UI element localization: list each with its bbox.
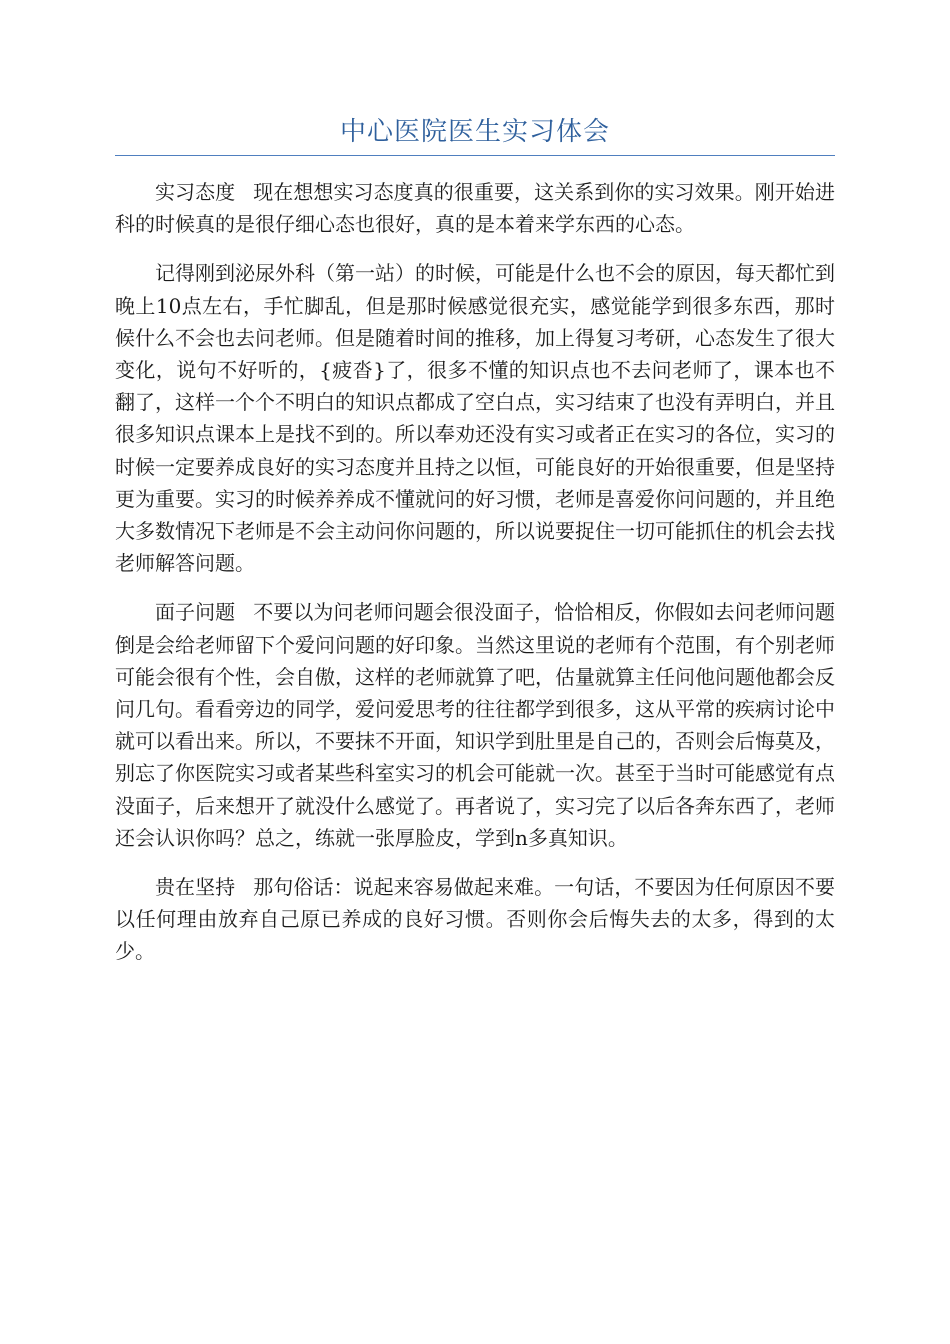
title-underline: [115, 155, 835, 156]
paragraph-heading: 贵在坚持: [155, 875, 236, 900]
paragraph-text: 那句俗话：说起来容易做起来难。一句话，不要因为任何原因不要以任何理由放弃自己原已养成的良好习惯。否则你会后悔失去的太多，得到的太少。: [115, 875, 835, 964]
paragraph-persistence: [115, 871, 835, 968]
paragraph-text: 现在想想实习态度真的很重要，这关系到你的实习效果。刚开始进科的时候真的是很仔细心态也很好，真的是本着来学东西的心态。: [115, 180, 835, 237]
paragraph-face-issue: [115, 596, 835, 854]
document-body: [115, 176, 835, 985]
paragraph-heading: 面子问题: [155, 600, 236, 625]
paragraph-heading: 实习态度: [155, 180, 236, 204]
document-title: 中心医院医生实习体会: [339, 117, 610, 147]
paragraph-text: 记得刚到泌尿外科（第一站）的时候，可能是什么也不会的原因，每天都忙到晚上10点左右，手忙脚乱，但是那时候感觉很充实，感觉能学到很多东西，那时候什么不会也去问老师。但是随着时间的推移，加上得复习考研，心态发生了很大变化，说句不好听的，{疲沓}了，很多不懂的知识点也不去问老师了，课本也不翻了，这样一个个不明白的知识点都成了空白点，实习结束了也没有弄明白，并且很多知识点课本上是找不到的。所以奉劝还没有实习或者正在实习的各位，实习的时候一定要养成良好的实习态度并且持之以恒，可能良好的开始很重要，但是坚持更为重要。实习的时候养养成不懂就问的好习惯，老师是喜爱你问问题的，并且绝大多数情况下老师是不会主动问你问题的，所以说要捉住一切可能抓住的机会去找老师解答问题。: [115, 261, 835, 576]
paragraph-urology-experience: [115, 257, 835, 579]
paragraph-text: 不要以为问老师问题会很没面子，恰恰相反，你假如去问老师问题倒是会给老师留下个爱问问题的好印象。当然这里说的老师有个范围，有个别老师可能会很有个性，会自傲，这样的老师就算了吧，估量就算主任问他问题他都会反问几句。看看旁边的同学，爱问爱思考的往往都学到很多，这从平常的疾病讨论中就可以看出来。所以，不要抹不开面，知识学到肚里是自己的，否则会后悔莫及，别忘了你医院实习或者某些科室实习的机会可能就一次。甚至于当时可能感觉有点没面子，后来想开了就没什么感觉了。再者说了，实习完了以后各奔东西了，老师还会认识你吗？总之，练就一张厚脸皮，学到n多真知识。: [115, 600, 835, 850]
paragraph-attitude: [115, 176, 835, 240]
